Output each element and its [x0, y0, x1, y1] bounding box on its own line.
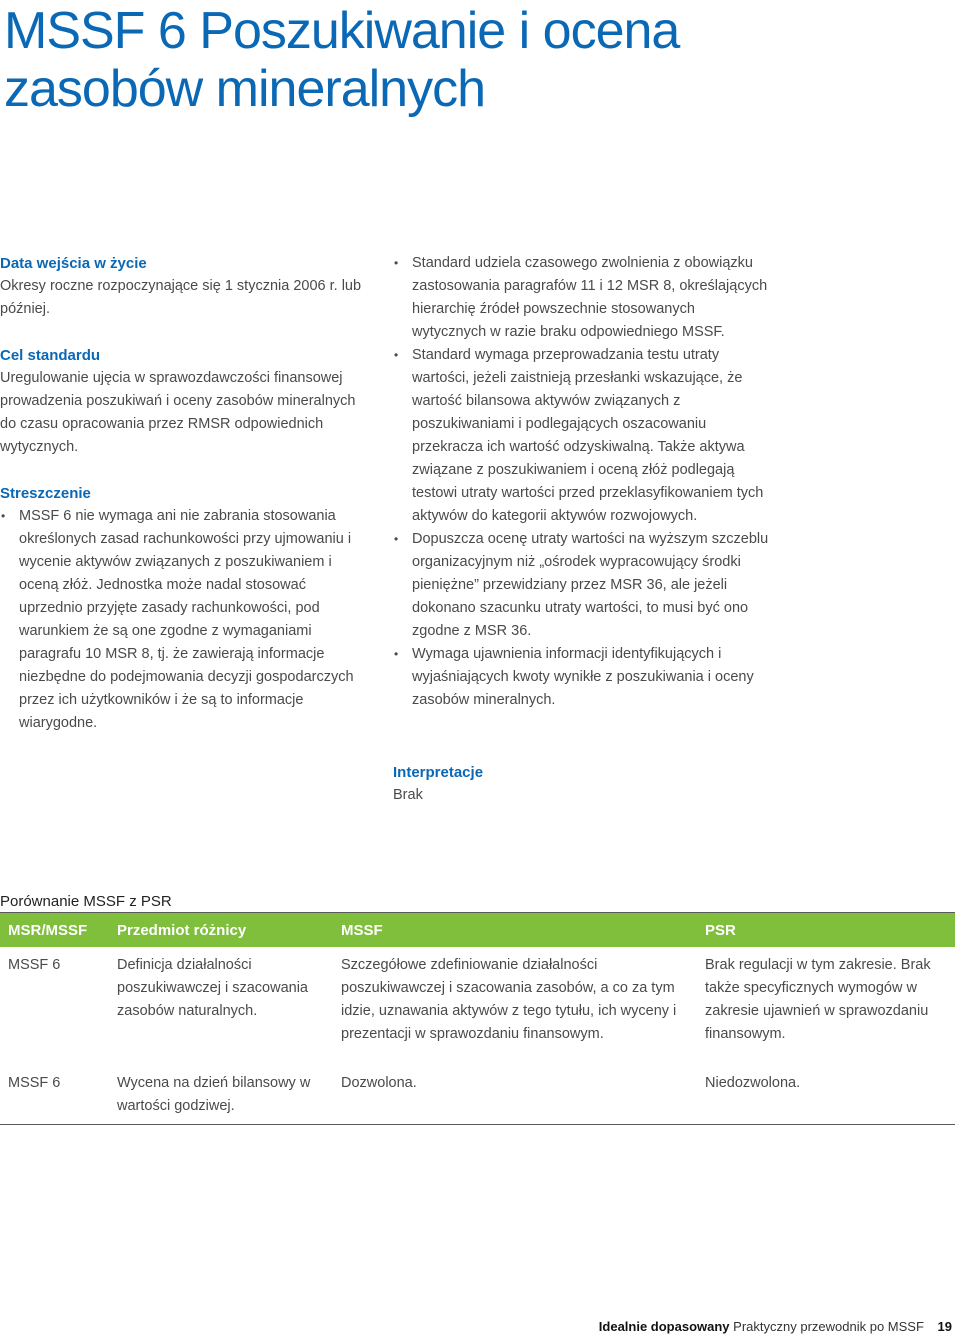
- summary-bullet: • Dopuszcza ocenę utraty wartości na wyższym szczeblu organizacyjnym niż „ośrodek wypracowujący środki pieniężne” przewidziany przez MSR 36, ale jeżeli dokonano szacunku utraty wartości, to musi być ono zgodne z MSR 36.: [393, 528, 773, 643]
- table-cell: Brak regulacji w tym zakresie. Brak także specyficznych wymogów w zakresie ujawnień w sprawozdaniu finansowym.: [705, 957, 931, 1042]
- table-header-cell: Przedmiot różnicy: [109, 913, 333, 947]
- table-row: [0, 1061, 955, 1125]
- footer-bold-title: Idealnie dopasowany: [598, 1319, 730, 1334]
- summary-section: [0, 482, 372, 735]
- summary-bullets-right: [393, 252, 773, 712]
- interpretations-heading: Interpretacje: [393, 764, 484, 781]
- table-cell: Szczegółowe zdefiniowanie działalności poszukiwawczej i szacowania zasobów, a co za tym idzie, uznawania aktywów z tego tytułu, ich wyceny i prezentacji w sprawozdaniu finansowym.: [341, 957, 677, 1042]
- summary-bullets-left: [0, 505, 372, 735]
- effective-date-text: Okresy roczne rozpoczynające się 1 stycznia 2006 r. lub później.: [0, 278, 362, 317]
- table-cell: Niedozwolona.: [697, 1061, 955, 1125]
- effective-date-heading: Data wejścia w życie: [0, 255, 147, 272]
- table-header-cell: MSSF: [333, 913, 697, 947]
- summary-bullet: • MSSF 6 nie wymaga ani nie zabrania stosowania określonych zasad rachunkowości przy ujmowaniu i wycenie aktywów związanych z poszukiwaniem i oceną złóż. Jednostka może nadal stosować uprzednio przyjęte zasady rachunkowości, pod warunkiem że są one zgodne z wymaganiami paragrafu 10 MSR 8, tj. że zawierają informacje niezbędne do podejmowania decyzji gospodarczych przez ich użytkowników i że są to informacje wiarygodne.: [0, 505, 372, 735]
- objective-text: Uregulowanie ujęcia w sprawozdawczości finansowej prowadzenia poszukiwań i oceny zasobów mineralnych do czasu opracowania przez RMSR odpowiednich wytycznych.: [0, 370, 356, 455]
- table-cell: Definicja działalności poszukiwawczej i szacowania zasobów naturalnych.: [117, 957, 308, 1019]
- table-row: [0, 947, 955, 1061]
- comparison-title: Porównanie MSSF z PSR: [0, 893, 172, 910]
- right-column: [393, 252, 773, 712]
- table-cell: Dozwolona.: [333, 1061, 697, 1125]
- table-header-cell: PSR: [697, 913, 955, 947]
- objective-heading: Cel standardu: [0, 347, 101, 364]
- summary-bullet: • Wymaga ujawnienia informacji identyfikujących i wyjaśniających kwoty wynikłe z poszukiwania i oceny zasobów mineralnych.: [393, 643, 773, 712]
- interpretations-section: [393, 761, 773, 807]
- page-title-line-2: zasobów mineralnych: [4, 60, 486, 118]
- summary-bullet: • Standard wymaga przeprowadzania testu utraty wartości, jeżeli zaistnieją przesłanki wskazujące, że wartość bilansowa aktywów związanych z poszukiwaniami i podlegających oszacowaniu przekracza ich wartość odzyskiwalną. Także aktywa związane z poszukiwaniem i oceną złóż podlegają testowi utraty wartości przed przeklasyfikowaniem tych aktywów do kategorii aktywów rozwojowych.: [393, 344, 773, 528]
- summary-bullet: • Standard udziela czasowego zwolnienia z obowiązku zastosowania paragrafów 11 i 12 MSR 8, określających hierarchię źródeł powszechnie stosowanych wytycznych w razie braku odpowiedniego MSSF.: [393, 252, 773, 344]
- table-cell: Wycena na dzień bilansowy w wartości godziwej.: [109, 1061, 333, 1125]
- left-column: [0, 252, 372, 735]
- table-cell: MSSF 6: [8, 957, 61, 973]
- effective-date-section: [0, 252, 372, 321]
- table-header-row: [0, 913, 955, 947]
- comparison-table: [0, 913, 955, 1125]
- page-footer: [599, 1318, 952, 1336]
- table-header-cell: MSR/MSSF: [0, 913, 109, 947]
- summary-heading: Streszczenie: [0, 485, 91, 502]
- interpretations-text: Brak: [393, 787, 423, 803]
- footer-subtitle: Praktyczny przewodnik po MSSF: [733, 1319, 924, 1334]
- page-title-line-1: MSSF 6 Poszukiwanie i ocena: [4, 2, 680, 60]
- table-cell: MSSF 6: [0, 1061, 109, 1125]
- page-title: [4, 2, 904, 118]
- objective-section: [0, 344, 372, 459]
- page-number: 19: [937, 1319, 952, 1334]
